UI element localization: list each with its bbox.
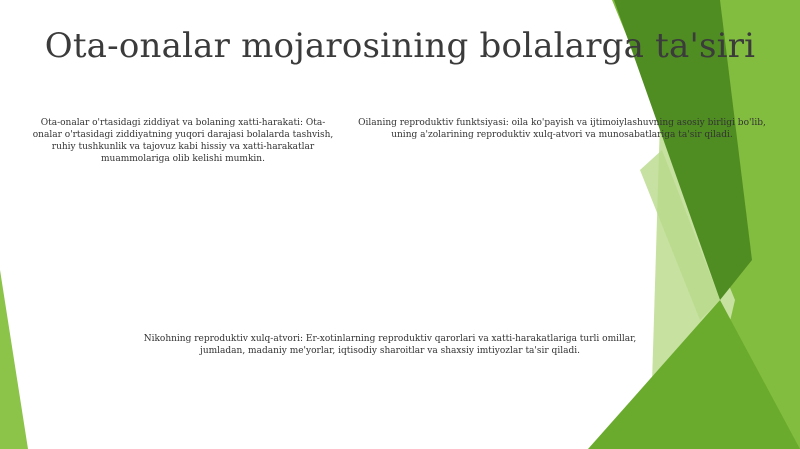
text-block-family-reproductive-function: Oilaning reproduktiv funktsiyasi: oila ko'payish va ijtimoiylashuvning asosiy birligi bo'lib, uning a'zolarining reproduktiv xulq-atvori va munosabatlariga ta'sir qiladi. [358,118,766,140]
text-block-marriage-reproductive-behavior: Nikohning reproduktiv xulq-atvori: Er-xotinlarning reproduktiv qarorlari va xatti-harakatlariga turli omillar, jumladan, madaniy me'yorlar, iqtisodiy sharoitlar va shaxsiy imtiyozlar ta'sir qiladi. [143,334,637,356]
text-block-parental-conflict: Ota-onalar o'rtasidagi ziddiyat va bolaning xatti-harakati: Ota-onalar o'rtasidagi ziddiyatning yuqori darajasi bolalarda tashvish, ruhiy tushkunlik va tajovuz kabi hissiy va xatti-harakatlar muammolariga olib kelishi mumkin. [32,118,334,164]
slide-title: Ota-onalar mojarosining bolalarga ta'siri [44,26,756,66]
left-green-sliver [0,270,28,449]
